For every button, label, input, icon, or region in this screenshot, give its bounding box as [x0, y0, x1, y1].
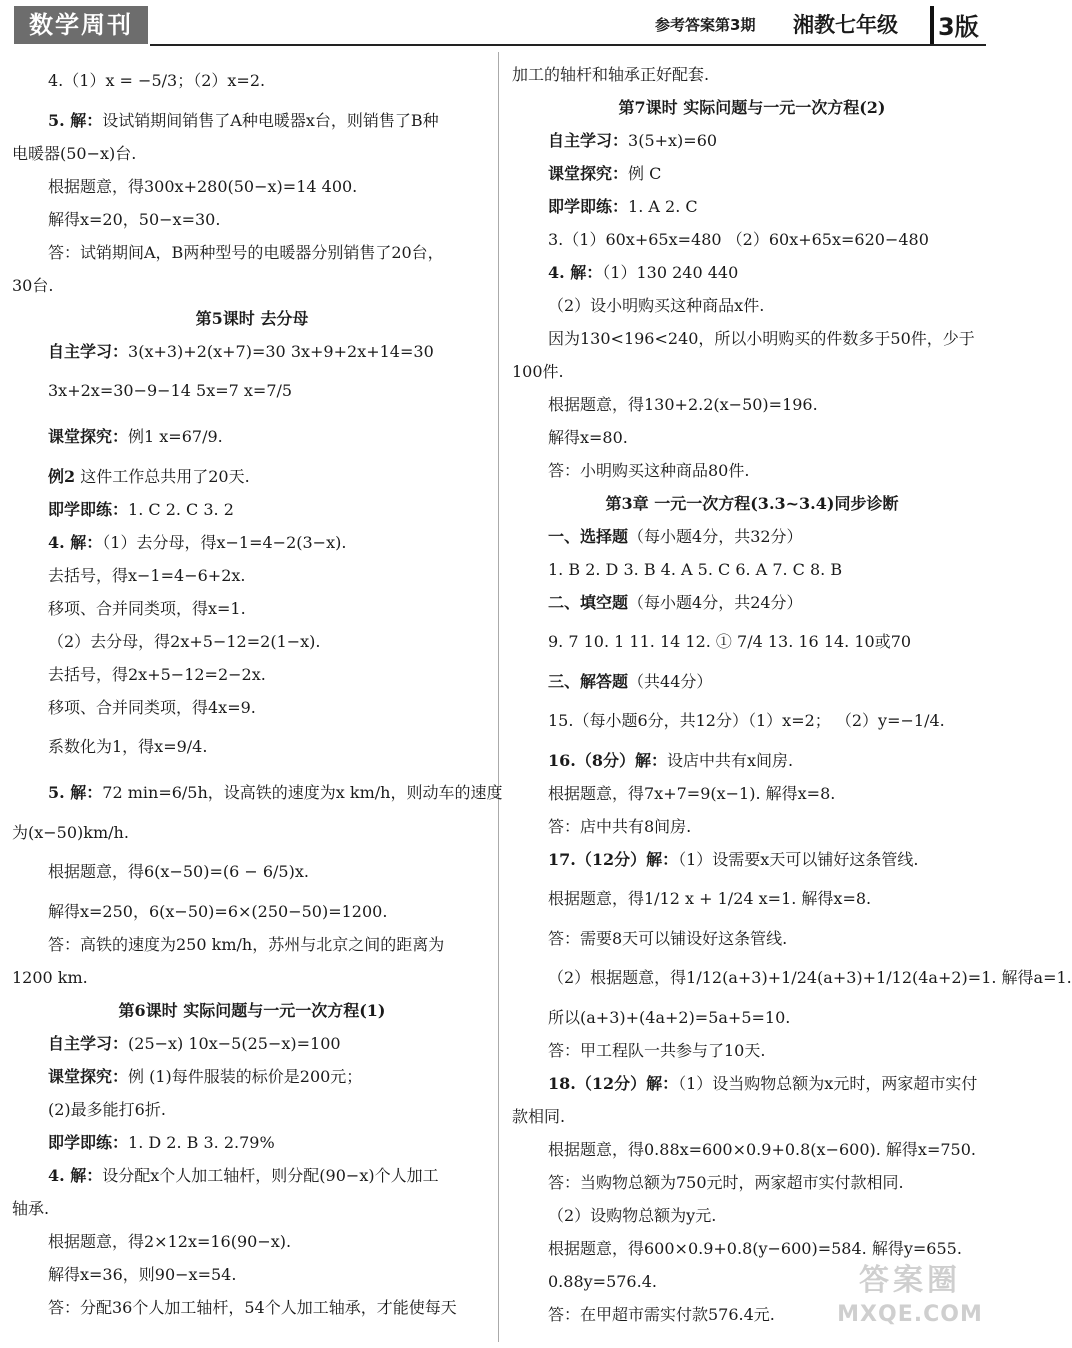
line-text: 例1 x=67/9. [128, 427, 223, 446]
answer-line [512, 388, 992, 421]
answer-line [12, 368, 492, 414]
answer-line [12, 724, 492, 770]
answer-line [512, 1034, 992, 1067]
answer-line [12, 170, 492, 203]
line-text: （1）设当购物总额为x元时，两家超市实付 [678, 1074, 978, 1093]
answer-line [12, 1093, 492, 1126]
answer-line [512, 454, 992, 487]
line-label: 一、选择题 [548, 527, 629, 546]
answer-line [12, 460, 492, 493]
line-text: 答：小明购买这种商品80件. [548, 461, 750, 480]
line-label: 4. 解： [48, 533, 103, 552]
line-text: 解得x=36，则90−x=54. [48, 1265, 237, 1284]
line-text: 答：高铁的速度为250 km/h，苏州与北京之间的距离为 [48, 935, 445, 954]
line-label: 三、解答题 [548, 672, 629, 691]
line-text: （每小题4分，共24分） [628, 593, 803, 612]
line-text: 根据题意，得1/12 x + 1/24 x=1. 解得x=8. [548, 889, 872, 908]
line-text: 例 (1)每件服装的标价是200元； [128, 1067, 363, 1086]
watermark-url: MXQE.COM [837, 1302, 983, 1327]
line-text: 设分配x个人加工轴杆，则分配(90−x)个人加工 [102, 1166, 439, 1185]
answer-line [512, 843, 992, 876]
line-text: (25−x) 10x−5(25−x)=100 [128, 1034, 341, 1053]
answer-line [512, 157, 992, 190]
line-text: （2）去分母，得2x+5−12=2(1−x). [48, 632, 321, 651]
answer-line [12, 928, 492, 961]
answer-line [12, 625, 492, 658]
line-text: （每小题4分，共32分） [628, 527, 803, 546]
line-text: 例 C [628, 164, 662, 183]
section-heading [12, 994, 492, 1027]
answer-line [512, 1067, 992, 1100]
line-text: 答：试销期间A，B两种型号的电暖器分别销售了20台， [48, 243, 444, 262]
line-text: 电暖器(50−x)台. [12, 144, 137, 163]
line-text: 解得x=250，6(x−50)=6×(250−50)=1200. [48, 902, 388, 921]
watermark-logo-text: 答案圈 [859, 1263, 961, 1298]
answer-line [12, 1291, 492, 1324]
line-text: 轴承. [12, 1199, 50, 1218]
column-divider [498, 52, 499, 1342]
answer-line [512, 355, 992, 388]
line-label: 即学即练： [48, 1133, 129, 1152]
line-label: 即学即练： [548, 197, 629, 216]
line-label: 5. 解： [48, 783, 103, 802]
line-text: 去括号，得x−1=4−6+2x. [48, 566, 246, 585]
line-text: （1）130 240 440 [602, 263, 739, 282]
answer-line [12, 1258, 492, 1291]
line-label: 二、填空题 [548, 593, 629, 612]
line-text: 移项、合并同类项，得x=1. [48, 599, 246, 618]
line-label: 16.（8分）解： [548, 751, 667, 770]
answer-line [12, 658, 492, 691]
line-text: 3x+2x=30−9−14 5x=7 x=7/5 [48, 381, 293, 400]
answer-line [12, 1192, 492, 1225]
line-text: （1）设需要x天可以铺好这条管线. [678, 850, 919, 869]
line-label: 课堂探究： [548, 164, 629, 183]
line-text: 15.（每小题6分，共12分）（1）x=2； （2）y=−1/4. [548, 711, 945, 730]
line-text: （共44分） [628, 672, 713, 691]
answer-line [512, 1133, 992, 1166]
answer-line [12, 414, 492, 460]
line-text: 系数化为1，得x=9/4. [48, 737, 208, 756]
answer-line [512, 190, 992, 223]
answer-line [12, 58, 492, 104]
answer-line [12, 895, 492, 928]
answer-line [512, 1199, 992, 1232]
answer-line [512, 955, 1072, 1001]
answer-line [12, 104, 492, 137]
answer-line [12, 1225, 492, 1258]
line-text: 这件工作总共用了20天. [75, 467, 250, 486]
line-text: 解得x=80. [548, 428, 628, 447]
answer-line [512, 744, 992, 777]
line-text: （2）根据题意，得1/12(a+3)+1/24(a+3)+1/12(4a+2)=1. 解得a=1. [548, 968, 1072, 987]
line-label: 课堂探究： [48, 1067, 129, 1086]
header-rule [150, 44, 986, 46]
line-label: 18.（12分）解： [548, 1074, 679, 1093]
line-label: 自主学习： [48, 342, 129, 361]
answer-line [12, 203, 492, 236]
line-text: 第3章 一元一次方程(3.3~3.4)同步诊断 [605, 494, 899, 513]
line-text: （2）设购物总额为y元. [548, 1206, 717, 1225]
issue-label: 参考答案第3期 [655, 16, 756, 34]
answer-line [12, 269, 492, 302]
line-text: （2）设小明购买这种商品x件. [548, 296, 765, 315]
line-text: 答：甲工程队一共参与了10天. [548, 1041, 766, 1060]
line-text: 100件. [512, 362, 564, 381]
answer-line [12, 236, 492, 269]
answer-line [512, 289, 992, 322]
answer-line [512, 553, 992, 586]
line-label: 自主学习： [48, 1034, 129, 1053]
edition-label: 3版 [938, 13, 979, 41]
line-text: 3(5+x)=60 [628, 131, 718, 150]
header-divider [930, 6, 934, 44]
line-text: 根据题意，得130+2.2(x−50)=196. [548, 395, 818, 414]
answer-line [512, 619, 992, 665]
answer-line [12, 559, 492, 592]
brand-logo: 数学周刊 [14, 6, 148, 44]
answer-line [12, 335, 492, 368]
line-text: 解得x=20，50−x=30. [48, 210, 221, 229]
answer-line [512, 520, 992, 553]
answer-line [512, 810, 992, 843]
line-text: 根据题意，得6(x−50)=(6 − 6/5)x. [48, 862, 309, 881]
answer-line [512, 922, 992, 955]
line-text: 根据题意，得0.88x=600×0.9+0.8(x−600). 解得x=750. [548, 1140, 976, 1159]
line-text: 根据题意，得600×0.9+0.8(y−600)=584. 解得y=655. [548, 1239, 962, 1258]
page-header [0, 0, 1000, 50]
answer-line [512, 421, 992, 454]
answer-line [12, 1159, 492, 1192]
answer-line [12, 1060, 492, 1093]
left-column [12, 58, 503, 1324]
answer-line [12, 849, 492, 895]
line-text: 72 min=6/5h，设高铁的速度为x km/h，则动车的速度 [102, 783, 503, 802]
answer-line [12, 493, 492, 526]
answer-line [512, 223, 992, 256]
line-text: 去括号，得2x+5−12=2−2x. [48, 665, 266, 684]
line-text: 1. C 2. C 3. 2 [128, 500, 234, 519]
line-label: 例2 [48, 467, 76, 486]
line-label: 即学即练： [48, 500, 129, 519]
line-text: 9. 7 10. 1 11. 14 12. ① 7/4 13. 16 14. 10或70 [548, 632, 912, 651]
line-label: 4. 解： [548, 263, 603, 282]
answer-line [512, 777, 992, 810]
line-text: 答：店中共有8间房. [548, 817, 692, 836]
answer-line [512, 876, 992, 922]
answer-line [12, 816, 492, 849]
line-label: 课堂探究： [48, 427, 129, 446]
answer-line [12, 592, 492, 625]
grade-label: 湘教七年级 [793, 13, 898, 37]
line-text: 30台. [12, 276, 54, 295]
line-text: (2)最多能打6折. [48, 1100, 166, 1119]
answer-line [12, 691, 492, 724]
line-label: 5. 解： [48, 111, 103, 130]
watermark [830, 1262, 990, 1336]
answer-line [512, 58, 992, 91]
line-text: 设店中共有x间房. [666, 751, 794, 770]
line-text: （1）去分母，得x−1=4−2(3−x). [102, 533, 347, 552]
answer-line [12, 1027, 492, 1060]
section-heading [512, 487, 992, 520]
answer-line [12, 526, 492, 559]
line-text: 移项、合并同类项，得4x=9. [48, 698, 256, 717]
line-text: 根据题意，得300x+280(50−x)=14 400. [48, 177, 358, 196]
right-column [512, 58, 1072, 1331]
line-text: 4.（1）x = −5/3；（2）x=2. [48, 71, 266, 90]
line-text: 答：分配36个人加工轴杆，54个人加工轴承，才能使每天 [48, 1298, 457, 1317]
answer-line [512, 256, 992, 289]
answer-line [512, 1001, 992, 1034]
line-text: 根据题意，得2×12x=16(90−x). [48, 1232, 292, 1251]
answer-line [512, 698, 992, 744]
line-text: 第5课时 去分母 [195, 309, 309, 328]
line-text: 3(x+3)+2(x+7)=30 3x+9+2x+14=30 [128, 342, 434, 361]
answer-line [512, 322, 992, 355]
answer-line [12, 770, 503, 816]
line-text: 3.（1）60x+65x=480 （2）60x+65x=620−480 [548, 230, 929, 249]
line-text: 答：在甲超市需实付款576.4元. [548, 1305, 775, 1324]
answer-line [12, 137, 492, 170]
line-text: 答：需要8天可以铺设好这条管线. [548, 929, 788, 948]
line-text: 0.88y=576.4. [548, 1272, 657, 1291]
answer-line [512, 1166, 992, 1199]
line-label: 4. 解： [48, 1166, 103, 1185]
line-text: 设试销期间销售了A种电暖器x台，则销售了B种 [102, 111, 439, 130]
answer-line [512, 1100, 992, 1133]
answer-line [512, 1232, 992, 1265]
line-text: 款相同. [512, 1107, 566, 1126]
section-heading [12, 302, 492, 335]
line-text: 为(x−50)km/h. [12, 823, 129, 842]
section-heading [512, 91, 992, 124]
line-text: 答：当购物总额为750元时，两家超市实付款相同. [548, 1173, 904, 1192]
line-text: 根据题意，得7x+7=9(x−1). 解得x=8. [548, 784, 836, 803]
line-text: 第7课时 实际问题与一元一次方程(2) [618, 98, 886, 117]
line-text: 1200 km. [12, 968, 88, 987]
answer-line [512, 665, 992, 698]
line-label: 17.（12分）解： [548, 850, 679, 869]
answer-line [512, 124, 992, 157]
answer-line [12, 961, 492, 994]
line-text: 所以(a+3)+(4a+2)=5a+5=10. [548, 1008, 791, 1027]
line-text: 1. D 2. B 3. 2.79% [128, 1133, 275, 1152]
line-label: 自主学习： [548, 131, 629, 150]
answer-line [512, 586, 992, 619]
line-text: 1. B 2. D 3. B 4. A 5. C 6. A 7. C 8. B [548, 560, 843, 579]
answer-line [12, 1126, 492, 1159]
line-text: 因为130<196<240，所以小明购买的件数多于50件，少于 [548, 329, 975, 348]
line-text: 1. A 2. C [628, 197, 698, 216]
line-text: 加工的轴杆和轴承正好配套. [512, 65, 710, 84]
line-text: 第6课时 实际问题与一元一次方程(1) [118, 1001, 386, 1020]
